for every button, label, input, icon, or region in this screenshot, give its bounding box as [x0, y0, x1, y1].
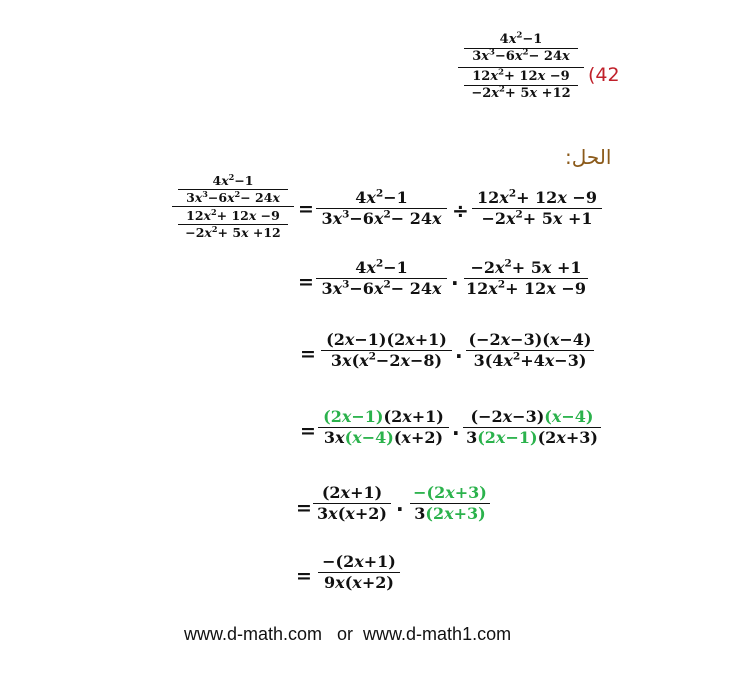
step1-fraction-b: $12x^2+ 12x -9$ $-2x^2+ 5x +1$ [472, 188, 602, 229]
footer-websites: www.d-math.com or www.d-math1.com [184, 624, 512, 644]
lhs-bottom-numerator: $12x^2+ 12x -9$ [186, 207, 280, 224]
equals-sign: = [296, 565, 312, 587]
problem-top-numerator: $4x^2-1$ [499, 29, 543, 47]
solution-label: الحل: [565, 145, 612, 169]
step4-fraction-a: (2x−1)(2x+1) 3x(x−4)(x+2) [318, 407, 449, 448]
multiply-dot: · [396, 497, 404, 521]
divide-sign: ÷ [452, 199, 469, 223]
multiply-dot: · [455, 344, 463, 368]
multiply-dot: · [452, 421, 460, 445]
step5-fraction-a: (2x+1) 3x(x+2) [313, 483, 391, 524]
final-answer: −(2x+1) 9x(x+2) [318, 552, 400, 593]
step4-fraction-b: (−2x−3)(x−4) 3(2x−1)(2x+3) [463, 407, 601, 448]
solution-lhs-expression [172, 173, 294, 241]
problem-expression [458, 29, 584, 102]
problem-number: (42 [588, 64, 620, 86]
multiply-dot: · [451, 271, 459, 295]
step1-fraction-a: $4x^2-1$ $3x^3-6x^2- 24x$ [316, 188, 447, 229]
step5-fraction-b: −(2x+3) 3(2x+3) [410, 483, 490, 524]
step2-fraction-a: $4x^2-1$ $3x^3-6x^2- 24x$ [316, 258, 447, 299]
step3-fraction-a: (2x−1)(2x+1) $3x(x^2-2x-8)$ [321, 330, 452, 371]
lhs-bottom-denominator: $-2x^2+ 5x +12$ [185, 223, 281, 240]
equals-sign: = [298, 198, 314, 220]
equals-sign: = [296, 497, 312, 519]
equals-sign: = [300, 343, 316, 365]
step3-fraction-b: (−2x−3)(x−4) $3(4x^2+4x-3)$ [466, 330, 594, 371]
main-fraction-bar [458, 67, 584, 68]
step2-fraction-b: $-2x^2+ 5x +1$ $12x^2+ 12x -9$ [464, 258, 588, 299]
equals-sign: = [300, 420, 316, 442]
problem-bottom-denominator: $-2x^2+ 5x +12$ [471, 83, 571, 101]
problem-top-denominator: $3x^3-6x^2- 24x$ [472, 46, 570, 65]
lhs-top-denominator: $3x^3-6x^2- 24x$ [186, 188, 280, 205]
lhs-top-numerator: $4x^2-1$ [212, 171, 254, 188]
problem-bottom-numerator: $12x^2+ 12x -9$ [472, 66, 570, 84]
equals-sign: = [298, 271, 314, 293]
